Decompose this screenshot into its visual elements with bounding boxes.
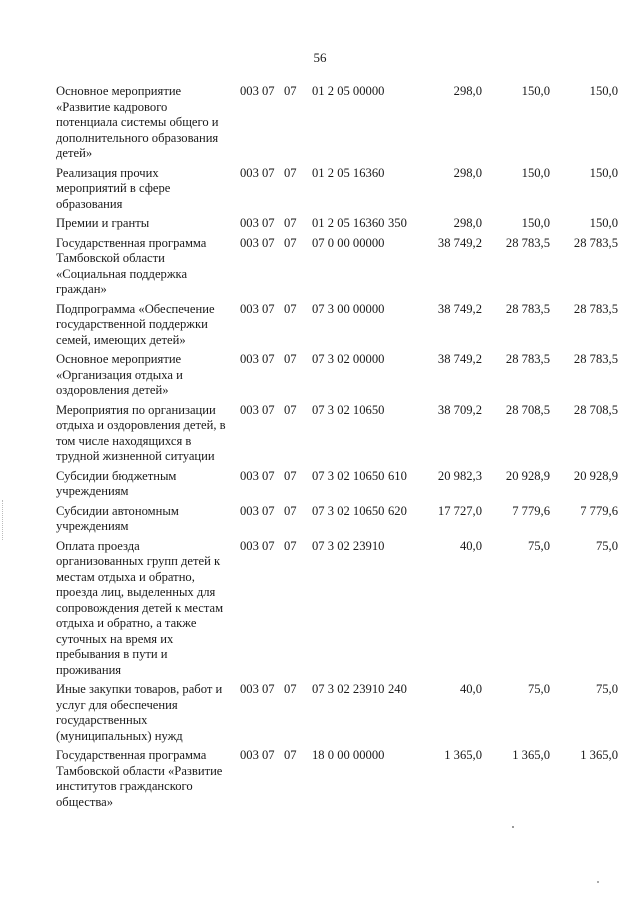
margin-mark	[2, 500, 5, 540]
scan-speck	[512, 826, 514, 828]
row-amount-year-1: 38 749,2	[437, 301, 482, 316]
row-ved-code: 003	[240, 682, 259, 696]
table-row	[56, 84, 618, 166]
row-amount-year-3: 28 783,5	[573, 301, 618, 316]
row-section-code: 07	[262, 84, 275, 98]
budget-table	[56, 84, 618, 814]
row-name: Основное мероприятие «Организация отдыха и оздоровления детей»	[56, 352, 183, 397]
row-name: Мероприятия по организации отдыха и оздоровления детей, в том числе находящихся в трудной жизненной ситуации	[56, 402, 226, 463]
row-name: Государственная программа Тамбовской области «Развитие институтов гражданского общества»	[56, 748, 223, 809]
row-subsection-code: 07	[284, 84, 297, 98]
table-row	[56, 748, 618, 814]
row-expense-type-code: 350	[388, 216, 407, 230]
row-ved-code: 003	[240, 165, 259, 180]
row-expense-type-code	[388, 352, 414, 403]
row-section-code: 07	[262, 235, 275, 250]
row-ved-code: 003	[240, 84, 259, 98]
row-subsection-code: 07	[284, 503, 297, 518]
table-row	[56, 216, 618, 236]
table-row	[56, 539, 618, 683]
row-amount-year-1: 40,0	[459, 538, 482, 553]
row-target-article-code: 07 0 00 00000	[312, 235, 385, 250]
page-number: 56	[313, 50, 327, 65]
row-subsection-code: 07	[284, 468, 297, 483]
row-section-code: 07	[262, 538, 275, 553]
row-target-article-code: 07 3 02 10650	[312, 402, 385, 417]
row-amount-year-2: 150,0	[521, 165, 550, 180]
row-target-article-code: 07 3 00 00000	[312, 301, 385, 316]
row-section-code: 07	[262, 468, 275, 483]
row-name: Оплата проезда организованных групп детей к местам отдыха и обратно, проезда лиц, выделенных для сопровождения детей к местам отдыха и обратно, а также суточных на время их пребывания в пути и проживания	[56, 538, 224, 677]
row-amount-year-1: 298,0	[453, 84, 482, 98]
row-amount-year-1: 17 727,0	[437, 503, 482, 518]
row-amount-year-1: 1 365,0	[444, 748, 482, 762]
row-ved-code: 003	[240, 352, 259, 366]
row-name: Государственная программа Тамбовской области «Социальная поддержка граждан»	[56, 235, 207, 296]
row-name: Премии и гранты	[56, 216, 150, 230]
row-section-code: 07	[262, 748, 275, 762]
row-expense-type-code: 620	[388, 503, 407, 518]
row-section-code: 07	[262, 402, 275, 417]
table-row	[56, 682, 618, 748]
row-target-article-code: 07 3 02 10650	[312, 468, 385, 483]
row-amount-year-1: 298,0	[453, 165, 482, 180]
row-target-article-code: 07 3 02 10650	[312, 503, 385, 518]
row-ved-code: 003	[240, 503, 259, 518]
row-target-article-code: 07 3 02 00000	[312, 352, 385, 366]
row-amount-year-1: 298,0	[453, 216, 482, 230]
row-amount-year-2: 28 783,5	[505, 301, 550, 316]
row-name: Подпрограмма «Обеспечение государственной поддержки семей, имеющих детей»	[56, 301, 215, 347]
row-amount-year-2: 28 708,5	[505, 402, 550, 417]
row-subsection-code: 07	[284, 165, 297, 180]
table-row	[56, 302, 618, 353]
scan-speck	[597, 881, 599, 883]
row-expense-type-code	[388, 84, 414, 166]
row-ved-code: 003	[240, 468, 259, 483]
row-expense-type-code	[388, 302, 414, 353]
row-ved-code: 003	[240, 216, 259, 230]
row-amount-year-3: 28 708,5	[573, 402, 618, 417]
row-expense-type-code: 610	[388, 468, 407, 483]
row-amount-year-2: 1 365,0	[512, 748, 550, 762]
row-section-code: 07	[262, 216, 275, 230]
row-amount-year-3: 7 779,6	[580, 503, 618, 518]
row-amount-year-3: 75,0	[595, 538, 618, 553]
row-amount-year-2: 7 779,6	[512, 503, 550, 518]
row-section-code: 07	[262, 503, 275, 518]
table-row	[56, 166, 618, 217]
row-amount-year-3: 150,0	[589, 165, 618, 180]
row-expense-type-code	[388, 403, 414, 469]
row-amount-year-3: 75,0	[595, 682, 618, 696]
row-ved-code: 003	[240, 301, 259, 316]
row-amount-year-3: 1 365,0	[580, 748, 618, 762]
row-amount-year-1: 38 709,2	[437, 402, 482, 417]
row-section-code: 07	[262, 352, 275, 366]
row-amount-year-1: 38 749,2	[437, 352, 482, 366]
row-subsection-code: 07	[284, 352, 297, 366]
row-amount-year-2: 150,0	[521, 216, 550, 230]
row-expense-type-code	[388, 166, 414, 217]
row-amount-year-1: 38 749,2	[437, 235, 482, 250]
row-target-article-code: 07 3 02 23910	[312, 682, 385, 696]
budget-table-body	[56, 84, 618, 814]
row-target-article-code: 01 2 05 16360	[312, 216, 385, 230]
row-expense-type-code	[388, 748, 414, 814]
row-subsection-code: 07	[284, 538, 297, 553]
row-ved-code: 003	[240, 235, 259, 250]
row-expense-type-code	[388, 539, 414, 683]
table-row	[56, 352, 618, 403]
row-amount-year-2: 75,0	[527, 682, 550, 696]
row-subsection-code: 07	[284, 235, 297, 250]
row-subsection-code: 07	[284, 216, 297, 230]
row-section-code: 07	[262, 165, 275, 180]
row-target-article-code: 01 2 05 00000	[312, 84, 385, 98]
row-subsection-code: 07	[284, 402, 297, 417]
row-name: Иные закупки товаров, работ и услуг для обеспечения государственных (муниципальных) нужд	[56, 682, 223, 743]
row-section-code: 07	[262, 301, 275, 316]
row-amount-year-3: 150,0	[589, 84, 618, 98]
table-row	[56, 469, 618, 504]
row-amount-year-3: 28 783,5	[573, 352, 618, 366]
row-amount-year-3: 28 783,5	[573, 235, 618, 250]
table-row	[56, 236, 618, 302]
row-ved-code: 003	[240, 538, 259, 553]
row-subsection-code: 07	[284, 301, 297, 316]
row-subsection-code: 07	[284, 682, 297, 696]
row-name: Реализация прочих мероприятий в сфере образования	[56, 165, 171, 211]
table-row	[56, 403, 618, 469]
row-ved-code: 003	[240, 748, 259, 762]
row-amount-year-2: 28 783,5	[505, 235, 550, 250]
row-expense-type-code	[388, 236, 414, 302]
row-amount-year-2: 150,0	[521, 84, 550, 98]
row-subsection-code: 07	[284, 748, 297, 762]
row-target-article-code: 01 2 05 16360	[312, 165, 385, 180]
row-section-code: 07	[262, 682, 275, 696]
table-row	[56, 504, 618, 539]
row-name: Субсидии бюджетным учреждениям	[56, 468, 177, 498]
row-name: Основное мероприятие «Развитие кадрового потенциала системы общего и дополнительного образования детей»	[56, 84, 219, 160]
row-ved-code: 003	[240, 402, 259, 417]
row-target-article-code: 18 0 00 00000	[312, 748, 385, 762]
row-target-article-code: 07 3 02 23910	[312, 538, 385, 553]
row-amount-year-2: 28 783,5	[505, 352, 550, 366]
row-amount-year-3: 150,0	[589, 216, 618, 230]
row-amount-year-3: 20 928,9	[573, 468, 618, 483]
row-amount-year-2: 20 928,9	[505, 468, 550, 483]
row-name: Субсидии автономным учреждениям	[56, 503, 179, 533]
row-expense-type-code: 240	[388, 682, 407, 696]
row-amount-year-1: 40,0	[459, 682, 482, 696]
row-amount-year-1: 20 982,3	[437, 468, 482, 483]
row-amount-year-2: 75,0	[527, 538, 550, 553]
